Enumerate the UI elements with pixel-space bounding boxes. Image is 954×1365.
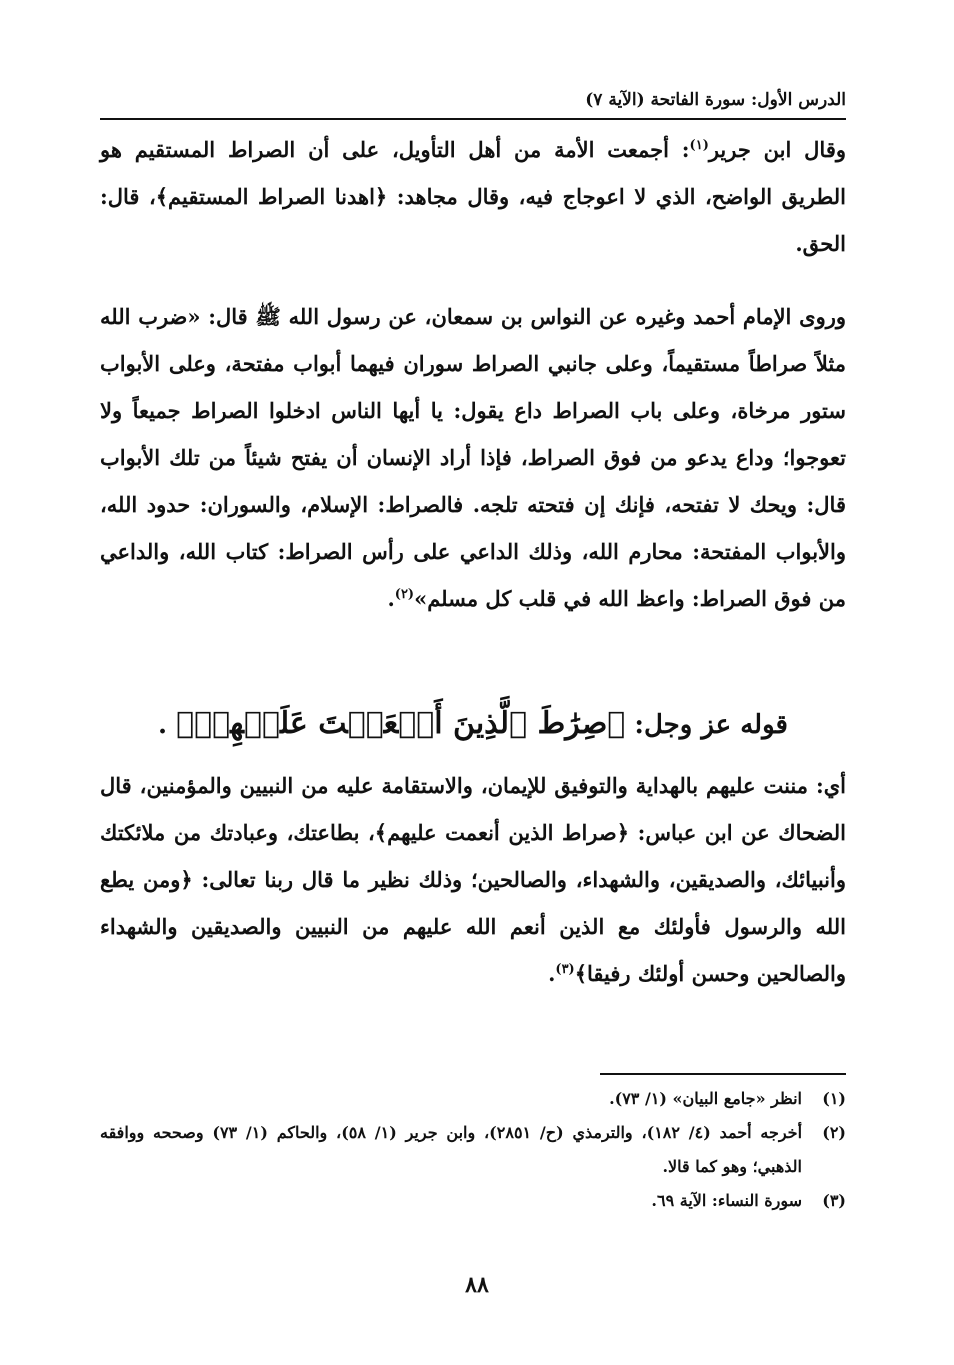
verse-heading-end: .: [158, 710, 168, 740]
quran-verse: ﴿صِرَٰطَ ٱلَّذِينَ أَنۡعَمۡتَ عَلَيۡهِمۡ﴾: [176, 706, 626, 741]
footnote-text: أخرجه أحمد (٤/ ١٨٢)، والترمذي (ح/ ٢٨٥١)، وابن جرير (١/ ٥٨)، والحاكم (١/ ٧٣) وصححه ووافقه الذهبي؛ وهو كما قالا.: [100, 1123, 803, 1176]
footnote-number: (١): [822, 1089, 846, 1108]
footnotes: [100, 1082, 846, 1218]
footnote-ref-1[interactable]: (١): [689, 138, 709, 153]
header-divider: [100, 118, 846, 120]
footnote-ref-2[interactable]: (٢): [394, 587, 415, 602]
running-header: الدرس الأول: سورة الفاتحة (الآية ٧): [585, 90, 846, 110]
footnote-text: سورة النساء: الآية ٦٩.: [651, 1191, 802, 1210]
paragraph-text: : أجمعت الأمة من أهل التأويل، على أن الصراط المستقيم هو الطريق الواضح، الذي لا اعوجاج فيه، وقال مجاهد: ﴿اهدنا الصراط المستقيم﴾، قال: الحق.: [100, 137, 846, 256]
footnote-item: [100, 1116, 846, 1184]
footnote-ref-3[interactable]: (٣): [555, 962, 575, 977]
verse-heading-lead: قوله عز وجل:: [634, 710, 788, 740]
page-number: ٨٨: [465, 1272, 489, 1298]
footnote-divider: [600, 1073, 846, 1075]
paragraph-text: وقال ابن جرير: [708, 137, 846, 162]
footnote-text: انظر «جامع البيان» (١/ ٧٣).: [609, 1089, 802, 1108]
paragraph-text: وروى الإمام أحمد وغيره عن النواس بن سمعان، عن رسول الله ﷺ قال: «ضرب الله مثلاً صراطاً مستقيماً، وعلى جانبي الصراط سوران فيهما أبواب مفتحة، وعلى الأبواب ستور مرخاة، وعلى باب الصراط داع يقول: يا أيها الناس ادخلوا الصراط جميعاً ولا تعوجوا؛ وداع يدعو من فوق الصراط، فإذا أراد الإنسان أن يفتح شيئاً من تلك الأبواب قال: ويحك لا تفتحه، فإنك إن فتحته تلجه. فالصراط: الإسلام، والسوران: حدود الله، والأبواب المفتحة: محارم الله، وذلك الداعي على رأس الصراط: كتاب الله، والداعي من فوق الصراط: واعظ الله في قلب كل مسلم»: [100, 304, 846, 611]
verse-heading: [100, 694, 846, 754]
footnote-number: (٢): [822, 1123, 846, 1142]
paragraph-ibn-jarir: [100, 126, 846, 267]
paragraph-hadith: [100, 293, 846, 622]
footnote-item: [100, 1184, 846, 1218]
paragraph-tafsir: [100, 762, 846, 997]
footnote-number: (٣): [822, 1191, 846, 1210]
paragraph-text: .: [387, 586, 395, 611]
footnote-item: [100, 1082, 846, 1116]
paragraph-text: أي: مننت عليهم بالهداية والتوفيق للإيمان، والاستقامة عليه من النبيين والمؤمنين، قال الضحاك عن ابن عباس: ﴿صراط الذين أنعمت عليهم﴾، بطاعتك، وعبادتك من ملائكتك وأنبيائك، والصديقين، والشهداء، والصالحين؛ وذلك نظير ما قال ربنا تعالى: ﴿ومن يطع الله والرسول فأولئك مع الذين أنعم الله عليهم من النبيين والصديقين والشهداء والصالحين وحسن أولئك رفيقا﴾: [100, 773, 846, 986]
paragraph-text: .: [548, 961, 556, 986]
